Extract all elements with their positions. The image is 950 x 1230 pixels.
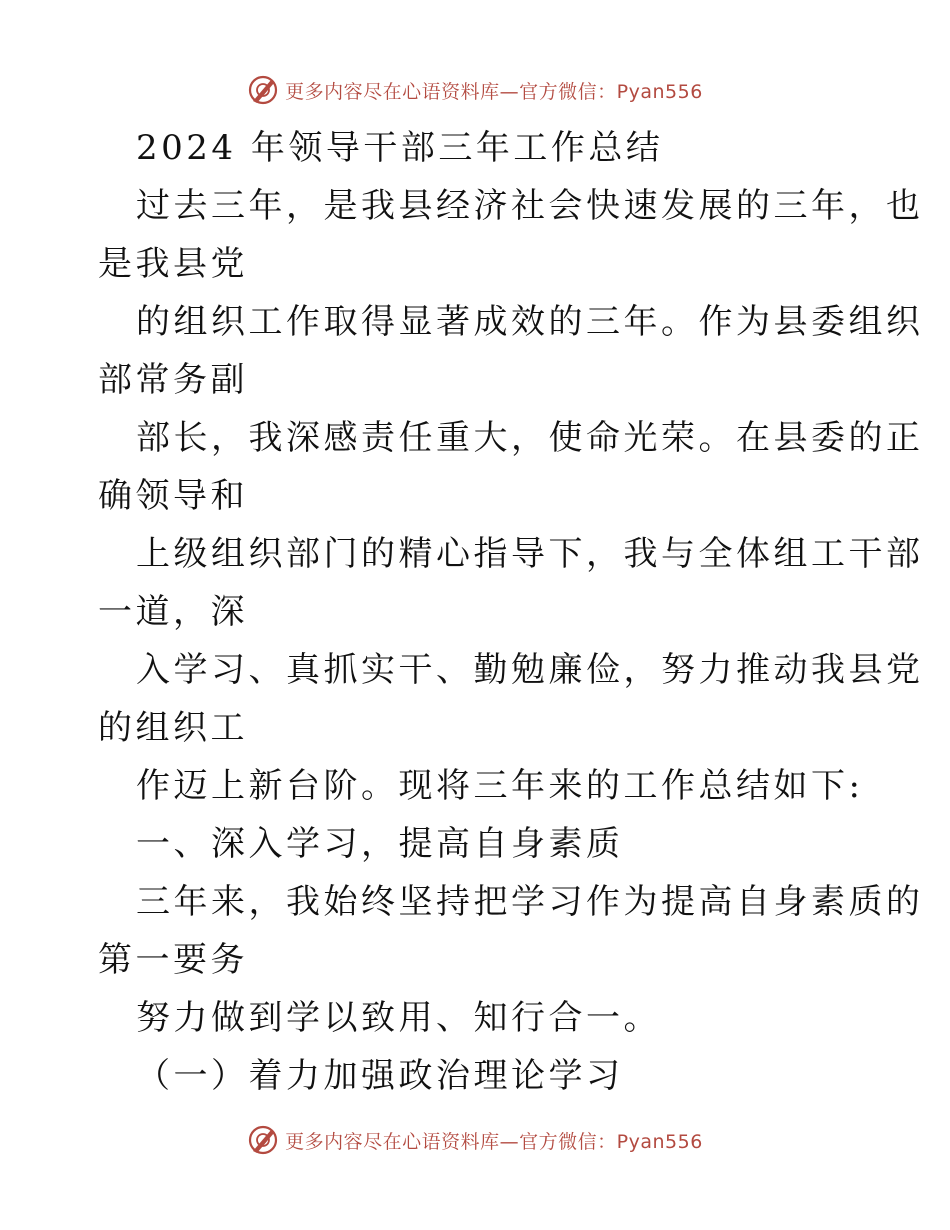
paragraph-line: 过去三年，是我县经济社会快速发展的三年，也 — [136, 186, 924, 226]
paragraph-line: 第一要务 — [98, 940, 248, 980]
paragraph-line: 一道，深 — [98, 592, 248, 632]
watermark-text: 更多内容尽在心语资料库—官方微信：Pyan556 — [285, 80, 703, 103]
paragraph-line: 部长，我深感责任重大，使命光荣。在县委的正 — [136, 418, 924, 458]
subsection-heading: （一）着力加强政治理论学习 — [136, 1056, 624, 1096]
paragraph-line: 作迈上新台阶。现将三年来的工作总结如下: — [136, 766, 864, 806]
paragraph-line: 是我县党 — [98, 244, 248, 284]
pen-circle-logo-icon — [247, 74, 279, 106]
section-heading: 一、深入学习，提高自身素质 — [136, 824, 624, 864]
paragraph-line: 部常务副 — [98, 360, 248, 400]
pen-circle-logo-icon — [247, 1124, 279, 1156]
header-watermark — [0, 68, 950, 112]
paragraph-line: 上级组织部门的精心指导下，我与全体组工干部 — [136, 534, 924, 574]
watermark-text: 更多内容尽在心语资料库—官方微信：Pyan556 — [285, 1130, 703, 1153]
paragraph-line: 的组织工作取得显著成效的三年。作为县委组织 — [136, 302, 924, 342]
document-title: 2024 年领导干部三年工作总结 — [136, 128, 664, 168]
paragraph-line: 的组织工 — [98, 708, 248, 748]
paragraph-line: 确领导和 — [98, 476, 248, 516]
footer-watermark — [0, 1118, 950, 1162]
paragraph-line: 三年来，我始终坚持把学习作为提高自身素质的 — [136, 882, 924, 922]
paragraph-line: 努力做到学以致用、知行合一。 — [136, 998, 661, 1038]
paragraph-line: 入学习、真抓实干、勤勉廉俭，努力推动我县党 — [136, 650, 924, 690]
